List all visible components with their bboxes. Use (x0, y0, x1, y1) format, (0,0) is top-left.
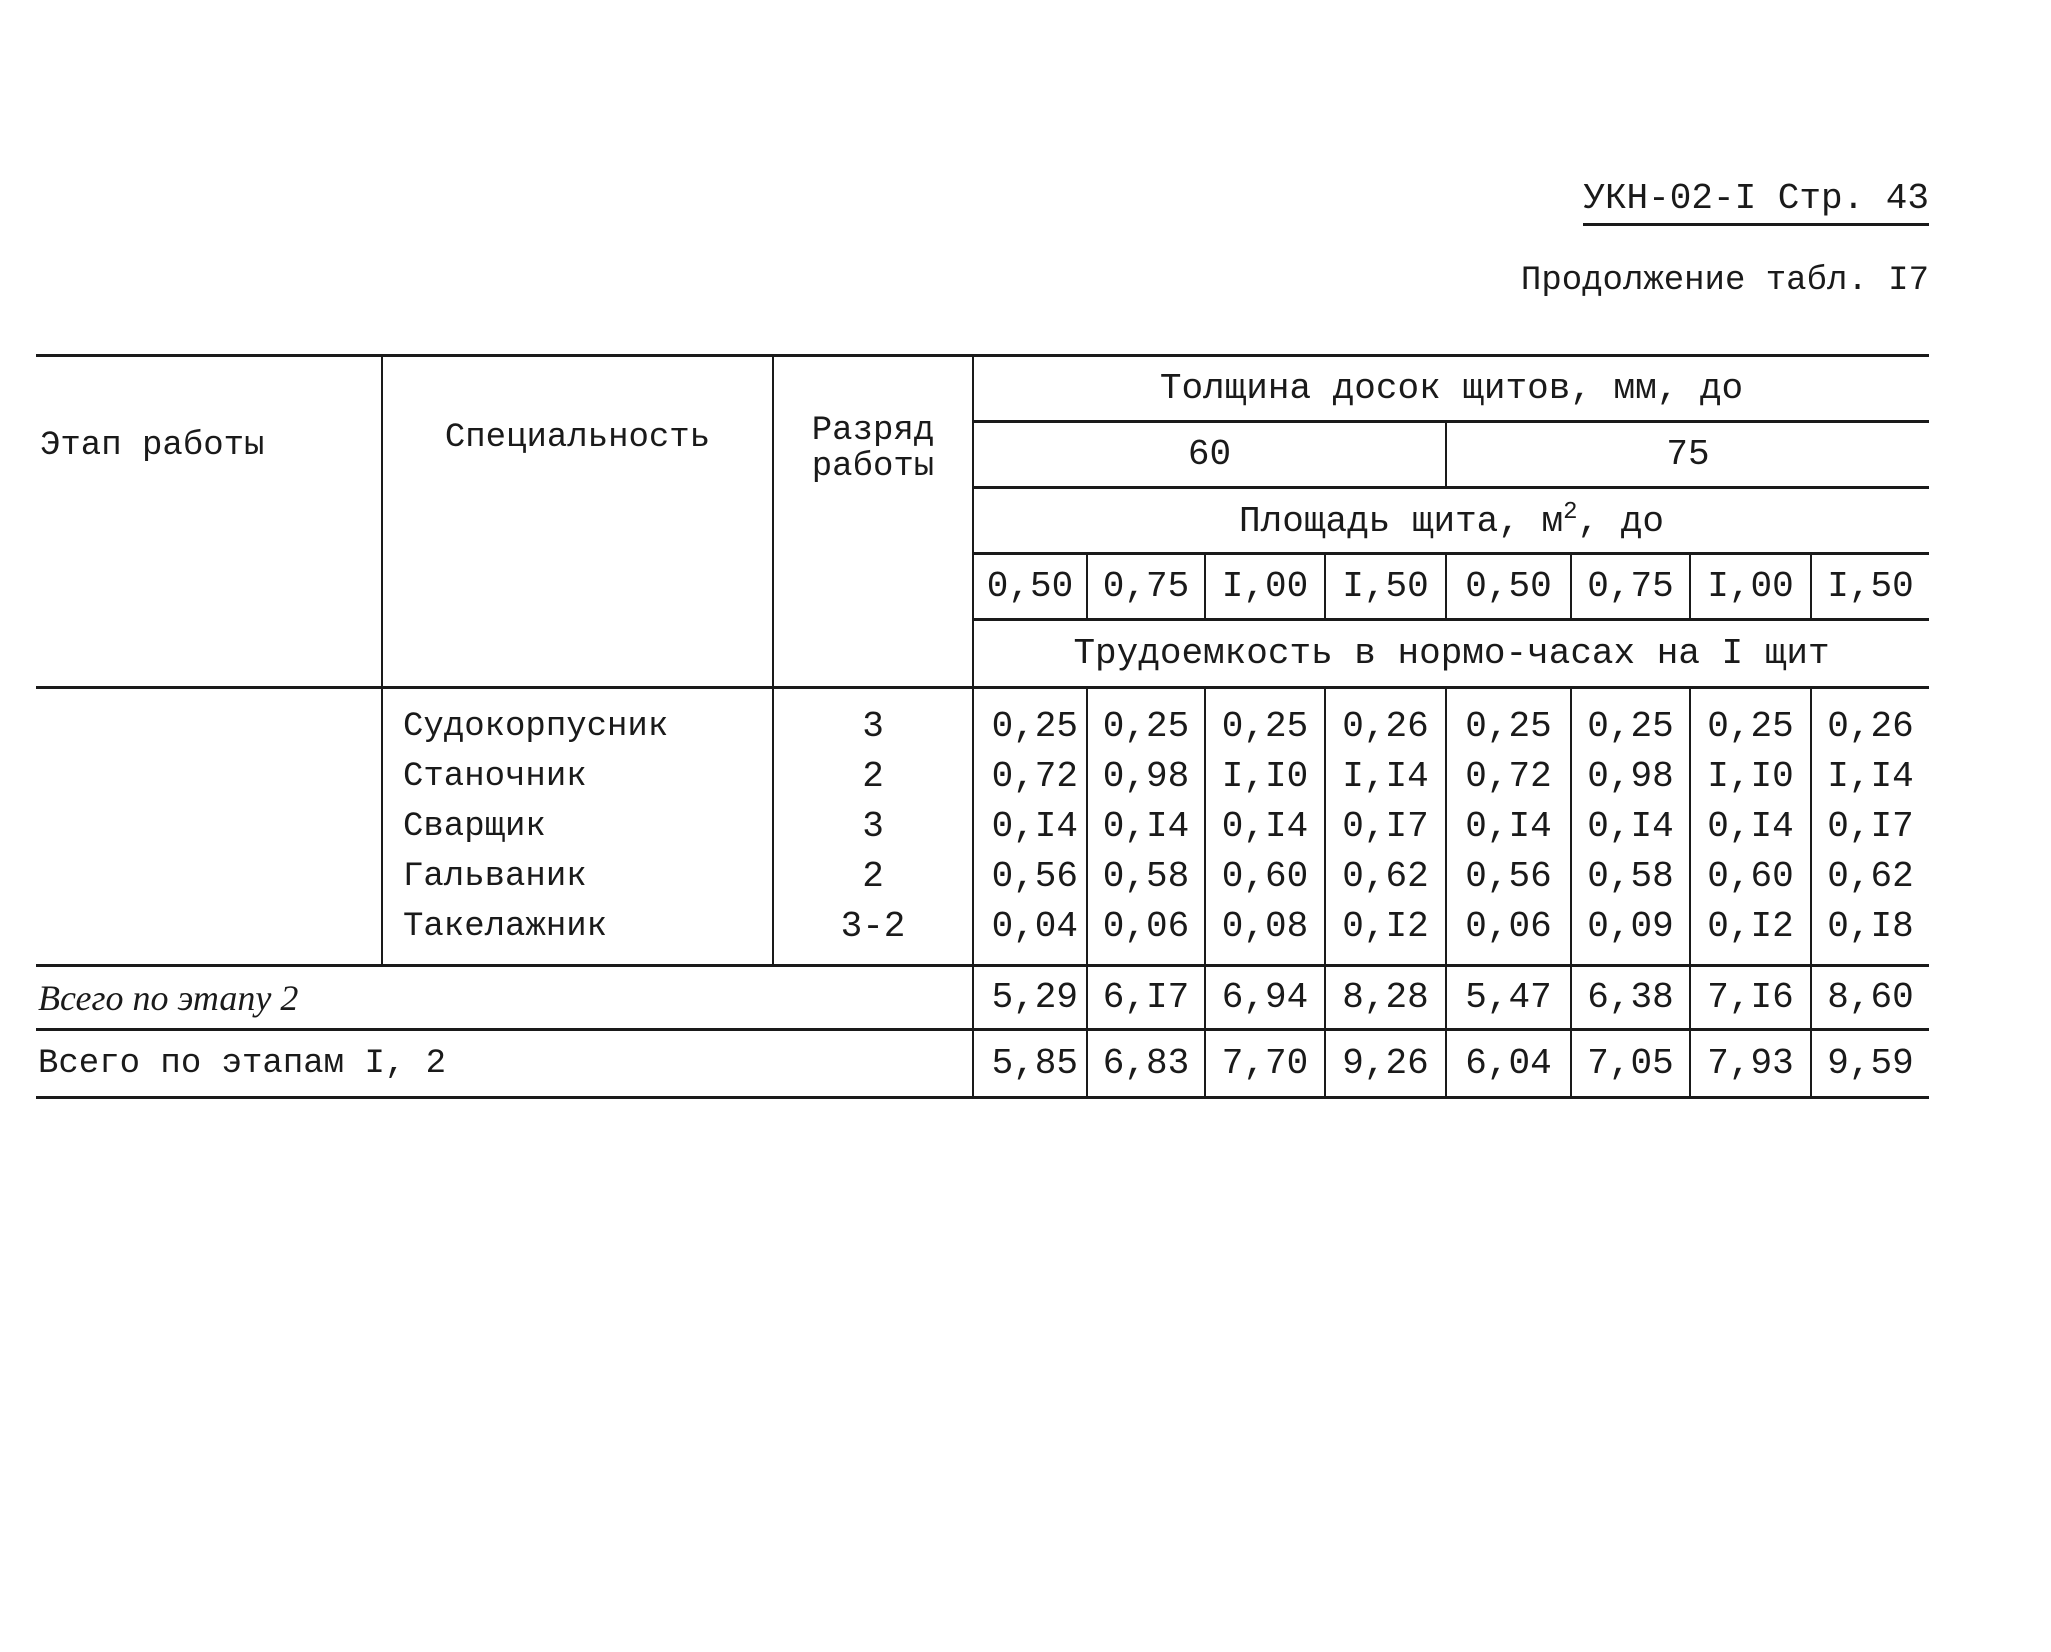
value-cell: 0,I7 (1325, 802, 1446, 852)
value-cell: 0,25 (1690, 702, 1811, 752)
header-labor-label: Трудоемкость в нормо-часах на I щит (973, 620, 1929, 688)
value-cell: 0,06 (1446, 902, 1571, 952)
total-stages12-value: 7,05 (1571, 1030, 1690, 1098)
header-thickness-60: 60 (973, 422, 1446, 488)
grade-cell: 3 (773, 802, 973, 852)
value-cell: I,I0 (1690, 752, 1811, 802)
value-cell: 0,06 (1087, 902, 1205, 952)
total-stage2-row (36, 966, 1929, 1030)
total-stages12-value: 9,59 (1811, 1030, 1929, 1098)
specialty-cell: Судокорпусник (382, 702, 773, 752)
total-stages12-value: 9,26 (1325, 1030, 1446, 1098)
value-cell: 0,62 (1325, 852, 1446, 902)
total-stages12-value: 6,83 (1087, 1030, 1205, 1098)
table-row (36, 752, 1929, 802)
total-stages12-value: 7,93 (1690, 1030, 1811, 1098)
grade-cell: 3 (773, 702, 973, 752)
value-cell: 0,I4 (1571, 802, 1690, 852)
value-cell: 0,04 (973, 902, 1087, 952)
header-grade-line2: работы (811, 448, 935, 486)
area-label-exponent: 2 (1563, 499, 1578, 526)
header-specialty: Специальность (382, 356, 773, 688)
area-value: 0,75 (1087, 554, 1205, 620)
value-cell: 0,I4 (1690, 802, 1811, 852)
total-stage2-value: 6,38 (1571, 966, 1690, 1030)
value-cell: 0,98 (1087, 752, 1205, 802)
specialty-cell: Такелажник (382, 902, 773, 952)
table-row (36, 702, 1929, 752)
specialty-cell: Станочник (382, 752, 773, 802)
value-cell: 0,I4 (973, 802, 1087, 852)
value-cell: 0,I4 (1446, 802, 1571, 852)
total-stages12-label: Всего по этапам I, 2 (36, 1030, 973, 1098)
value-cell: I,I4 (1325, 752, 1446, 802)
value-cell: 0,72 (1446, 752, 1571, 802)
value-cell: 0,56 (1446, 852, 1571, 902)
value-cell: 0,25 (1571, 702, 1690, 752)
value-cell: 0,25 (1205, 702, 1325, 752)
specialty-cell: Гальваник (382, 852, 773, 902)
header-area-label (973, 488, 1929, 554)
value-cell: 0,I7 (1811, 802, 1929, 852)
value-cell: 0,58 (1571, 852, 1690, 902)
area-value: 0,75 (1571, 554, 1690, 620)
labor-table (36, 354, 1929, 1099)
grade-cell: 2 (773, 852, 973, 902)
value-cell: I,I0 (1205, 752, 1325, 802)
value-cell: 0,72 (973, 752, 1087, 802)
value-cell: 0,09 (1571, 902, 1690, 952)
header-grade (773, 356, 973, 688)
value-cell: 0,58 (1087, 852, 1205, 902)
grade-cell: 3-2 (773, 902, 973, 952)
total-stage2-value: 6,I7 (1087, 966, 1205, 1030)
total-stage2-value: 8,28 (1325, 966, 1446, 1030)
value-cell: I,I4 (1811, 752, 1929, 802)
total-stages12-value: 7,70 (1205, 1030, 1325, 1098)
value-cell: 0,98 (1571, 752, 1690, 802)
table-row (36, 852, 1929, 902)
value-cell: 0,I4 (1087, 802, 1205, 852)
header-thickness-75: 75 (1446, 422, 1929, 488)
area-value: I,50 (1811, 554, 1929, 620)
header-grade-line1: Разряд (811, 412, 935, 450)
value-cell: 0,60 (1690, 852, 1811, 902)
header-etap: Этап работы (36, 356, 382, 688)
header-thickness-group: Толщина досок щитов, мм, до (973, 356, 1929, 422)
grade-cell: 2 (773, 752, 973, 802)
total-stages12-value: 6,04 (1446, 1030, 1571, 1098)
total-stage2-value: 5,29 (973, 966, 1087, 1030)
total-stage2-value: 6,94 (1205, 966, 1325, 1030)
table-row (36, 802, 1929, 852)
value-cell: 0,26 (1811, 702, 1929, 752)
value-cell: 0,25 (973, 702, 1087, 752)
value-cell: 0,08 (1205, 902, 1325, 952)
area-value: I,50 (1325, 554, 1446, 620)
value-cell: 0,62 (1811, 852, 1929, 902)
value-cell: 0,I2 (1325, 902, 1446, 952)
value-cell: 0,I2 (1690, 902, 1811, 952)
value-cell: 0,I8 (1811, 902, 1929, 952)
header-row-thickness (36, 356, 1929, 422)
area-label-text: Площадь щита, м (1239, 501, 1564, 542)
total-stages12-row (36, 1030, 1929, 1098)
area-value: 0,50 (973, 554, 1087, 620)
value-cell: 0,25 (1446, 702, 1571, 752)
total-stage2-value: 8,60 (1811, 966, 1929, 1030)
value-cell: 0,25 (1087, 702, 1205, 752)
table-row (36, 902, 1929, 952)
body-spacer (36, 688, 1929, 702)
area-value: I,00 (1690, 554, 1811, 620)
area-value: I,00 (1205, 554, 1325, 620)
total-stage2-value: 7,I6 (1690, 966, 1811, 1030)
area-label-suffix: , до (1577, 501, 1664, 542)
body-spacer (36, 952, 1929, 966)
value-cell: 0,60 (1205, 852, 1325, 902)
area-value: 0,50 (1446, 554, 1571, 620)
value-cell: 0,56 (973, 852, 1087, 902)
table-continuation-caption: Продолжение табл. I7 (1520, 262, 1929, 300)
specialty-cell: Сварщик (382, 802, 773, 852)
total-stage2-label: Всего по этапу 2 (36, 966, 973, 1030)
value-cell: 0,I4 (1205, 802, 1325, 852)
value-cell: 0,26 (1325, 702, 1446, 752)
total-stage2-value: 5,47 (1446, 966, 1571, 1030)
total-stages12-value: 5,85 (973, 1030, 1087, 1098)
page-identifier: УКН-02-I Стр. 43 (1583, 178, 1929, 226)
